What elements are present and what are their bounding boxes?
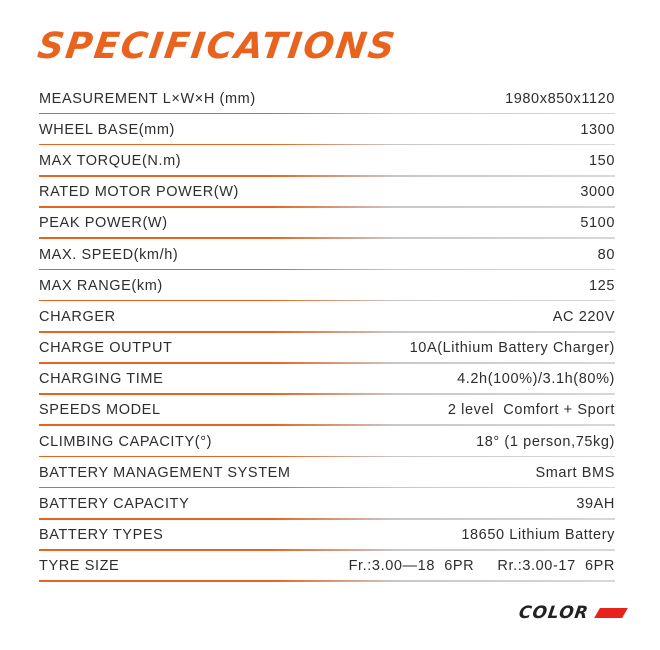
spec-value: 10A(Lithium Battery Charger) — [409, 340, 615, 357]
color-label: COLOR — [517, 603, 591, 623]
spec-label: TYRE SIZE — [39, 558, 120, 575]
spec-label: CHARGING TIME — [39, 371, 164, 388]
spec-label: WHEEL BASE(mm) — [39, 121, 175, 138]
spec-value: 80 — [597, 246, 615, 263]
spec-value: AC 220V — [552, 308, 615, 325]
page-title: SPECIFICATIONS — [35, 26, 400, 67]
spec-row-speeds-model — [39, 395, 615, 426]
spec-value: 4.2h(100%)/3.1h(80%) — [457, 371, 615, 388]
spec-value: 3000 — [580, 184, 615, 201]
spec-value: 39AH — [576, 496, 615, 513]
spec-value: Smart BMS — [535, 464, 615, 481]
spec-value: 150 — [589, 152, 615, 169]
spec-value: 1300 — [580, 121, 615, 138]
spec-row-climbing-capacity — [39, 426, 615, 457]
spec-value: 125 — [589, 277, 615, 294]
spec-label: CHARGER — [39, 308, 116, 325]
spec-row-battery-types — [39, 520, 615, 551]
spec-label: RATED MOTOR POWER(W) — [39, 184, 239, 201]
spec-label: MEASUREMENT L×W×H (mm) — [39, 90, 256, 107]
spec-row-wheel-base — [39, 114, 615, 145]
spec-label: BATTERY CAPACITY — [39, 496, 190, 513]
spec-row-rated-motor-power — [39, 177, 615, 208]
spec-label: BATTERY MANAGEMENT SYSTEM — [39, 464, 291, 481]
spec-row-charge-output — [39, 333, 615, 364]
spec-table — [39, 83, 615, 582]
spec-row-max-range — [39, 270, 615, 301]
spec-value: 18650 Lithium Battery — [461, 527, 615, 544]
spec-label: MAX RANGE(km) — [39, 277, 163, 294]
spec-label: PEAK POWER(W) — [39, 215, 168, 232]
spec-row-measurement — [39, 83, 615, 114]
spec-value: Fr.:3.00—18 6PR Rr.:3.00-17 6PR — [348, 558, 615, 575]
spec-value: 18° (1 person,75kg) — [476, 433, 615, 450]
spec-label: CHARGE OUTPUT — [39, 340, 173, 357]
spec-value: 1980x850x1120 — [505, 90, 615, 107]
spec-row-max-torque — [39, 145, 615, 176]
spec-value: 2 level Comfort + Sport — [447, 402, 615, 419]
spec-label: CLIMBING CAPACITY(°) — [39, 433, 213, 450]
spec-label: SPEEDS MODEL — [39, 402, 161, 419]
spec-value: 5100 — [580, 215, 615, 232]
spec-row-max-speed — [39, 239, 615, 270]
color-section-tag — [519, 603, 625, 623]
spec-row-charging-time — [39, 364, 615, 395]
spec-row-battery-capacity — [39, 488, 615, 519]
spec-row-peak-power — [39, 208, 615, 239]
spec-label: MAX TORQUE(N.m) — [39, 152, 182, 169]
spec-row-bms — [39, 457, 615, 488]
spec-row-tyre-size — [39, 551, 615, 582]
color-swatch-bar — [594, 608, 628, 618]
spec-row-charger — [39, 301, 615, 332]
spec-label: BATTERY TYPES — [39, 527, 164, 544]
spec-label: MAX. SPEED(km/h) — [39, 246, 179, 263]
